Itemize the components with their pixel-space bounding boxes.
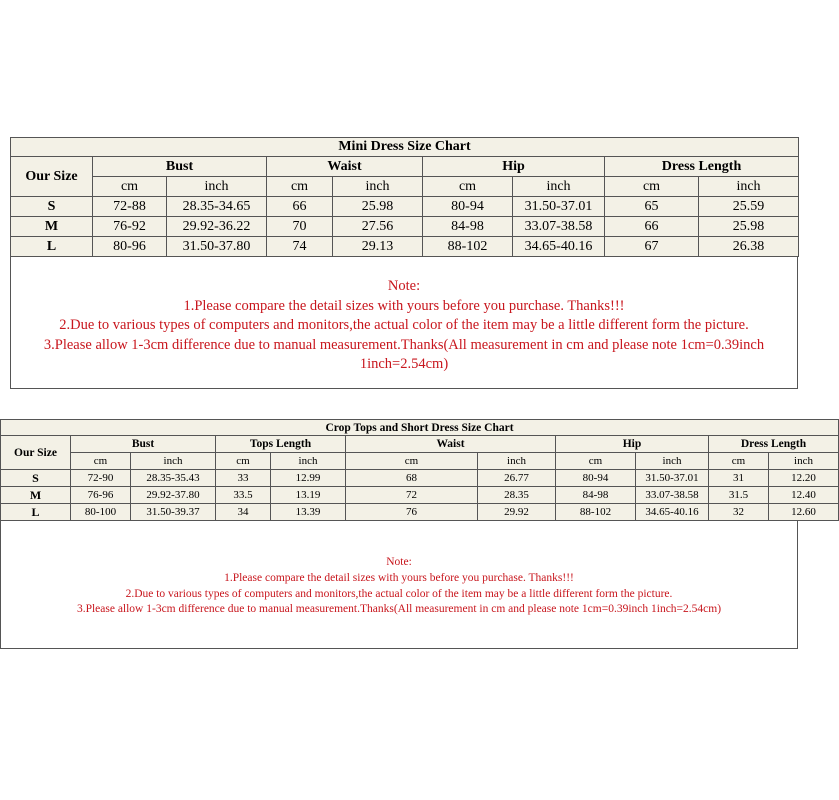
unit-cell: cm: [93, 177, 167, 197]
unit-cell: inch: [131, 453, 216, 470]
table-row: [1, 470, 839, 487]
note-line: 2.Due to various types of computers and monitors,the actual color of the item may be a little different form the picture.: [125, 587, 673, 600]
group-header-waist: Waist: [267, 157, 423, 177]
table-row: [1, 504, 839, 521]
unit-cell: cm: [556, 453, 636, 470]
note-line: 1.Please compare the detail sizes with yours before you purchase. Thanks!!!: [224, 571, 574, 584]
table-cell: 31.50-39.37: [131, 504, 216, 521]
note-heading: Note:: [387, 278, 421, 294]
table-cell: 13.39: [271, 504, 346, 521]
table-cell: 80-100: [71, 504, 131, 521]
table-row: [11, 197, 799, 217]
table-cell: 28.35-34.65: [167, 197, 267, 217]
table-cell: 66: [267, 197, 333, 217]
note-line: 3.Please allow 1-3cm difference due to manual measurement.Thanks(All measurement in cm and please note 1cm=0.39inch: [43, 336, 765, 353]
table-cell: 29.92-37.80: [131, 487, 216, 504]
note-line: 2.Due to various types of computers and monitors,the actual color of the item may be a little different form the picture.: [59, 317, 749, 333]
unit-cell: cm: [423, 177, 513, 197]
table-row: [1, 487, 839, 504]
our-size-header: Our Size: [11, 157, 93, 197]
table-cell: 25.98: [699, 217, 799, 237]
table-cell: 31.50-37.80: [167, 237, 267, 257]
table-cell: 33: [216, 470, 271, 487]
group-header-hip: Hip: [423, 157, 605, 177]
size-label: S: [11, 197, 93, 217]
table-cell: 84-98: [423, 217, 513, 237]
table-cell: 34.65-40.16: [513, 237, 605, 257]
table-cell: 25.98: [333, 197, 423, 217]
table-cell: 33.07-38.58: [513, 217, 605, 237]
unit-cell: cm: [71, 453, 131, 470]
group-header-bust: Bust: [71, 436, 216, 453]
table-cell: 74: [267, 237, 333, 257]
table-title: Crop Tops and Short Dress Size Chart: [1, 420, 839, 436]
size-label: M: [11, 217, 93, 237]
note-line: 1inch=2.54cm): [359, 356, 449, 372]
group-header-waist: Waist: [346, 436, 556, 453]
size-chart-notes: [0, 521, 798, 649]
table-cell: 29.92-36.22: [167, 217, 267, 237]
size-label: M: [1, 487, 71, 504]
unit-cell: inch: [271, 453, 346, 470]
unit-cell: inch: [513, 177, 605, 197]
table-cell: 29.13: [333, 237, 423, 257]
table-cell: 29.92: [478, 504, 556, 521]
unit-row: [1, 453, 839, 470]
size-label: L: [1, 504, 71, 521]
table-cell: 80-94: [556, 470, 636, 487]
unit-cell: inch: [699, 177, 799, 197]
crop-tops-short-dress-size-chart: [0, 419, 816, 649]
table-cell: 88-102: [423, 237, 513, 257]
table-cell: 31.50-37.01: [513, 197, 605, 217]
table-cell: 76: [346, 504, 478, 521]
table-cell: 31.50-37.01: [636, 470, 709, 487]
unit-cell: inch: [167, 177, 267, 197]
table-cell: 31: [709, 470, 769, 487]
unit-row: [11, 177, 799, 197]
note-line: 3.Please allow 1-3cm difference due to manual measurement.Thanks(All measurement in cm and please note 1cm=0.39inch 1inch=2.54cm): [76, 603, 722, 616]
table-cell: 34.65-40.16: [636, 504, 709, 521]
table-cell: 32: [709, 504, 769, 521]
table-cell: 76-96: [71, 487, 131, 504]
unit-cell: inch: [333, 177, 423, 197]
table-cell: 80-94: [423, 197, 513, 217]
group-header-bust: Bust: [93, 157, 267, 177]
table-cell: 25.59: [699, 197, 799, 217]
table-cell: 13.19: [271, 487, 346, 504]
unit-cell: inch: [636, 453, 709, 470]
note-heading: Note:: [386, 556, 412, 568]
unit-cell: inch: [769, 453, 839, 470]
table-cell: 66: [605, 217, 699, 237]
table-cell: 12.20: [769, 470, 839, 487]
crop-tops-size-table: [0, 419, 839, 521]
our-size-header: Our Size: [1, 436, 71, 470]
table-cell: 28.35-35.43: [131, 470, 216, 487]
note-line: 1.Please compare the detail sizes with yours before you purchase. Thanks!!!: [183, 297, 625, 314]
table-row: [11, 237, 799, 257]
table-cell: 72: [346, 487, 478, 504]
unit-cell: cm: [605, 177, 699, 197]
table-cell: 70: [267, 217, 333, 237]
unit-cell: cm: [709, 453, 769, 470]
table-cell: 80-96: [93, 237, 167, 257]
group-header-hip: Hip: [556, 436, 709, 453]
table-cell: 34: [216, 504, 271, 521]
group-header-dress-length: Dress Length: [605, 157, 799, 177]
table-cell: 65: [605, 197, 699, 217]
table-row: [11, 217, 799, 237]
table-cell: 88-102: [556, 504, 636, 521]
unit-cell: cm: [216, 453, 271, 470]
table-cell: 26.77: [478, 470, 556, 487]
unit-cell: cm: [346, 453, 478, 470]
table-cell: 68: [346, 470, 478, 487]
unit-cell: inch: [478, 453, 556, 470]
table-cell: 84-98: [556, 487, 636, 504]
table-title: Mini Dress Size Chart: [11, 138, 799, 157]
size-chart-notes: [10, 257, 798, 389]
table-cell: 12.40: [769, 487, 839, 504]
table-cell: 76-92: [93, 217, 167, 237]
table-cell: 72-88: [93, 197, 167, 217]
table-cell: 33.5: [216, 487, 271, 504]
group-header-tops-length: Tops Length: [216, 436, 346, 453]
table-cell: 12.60: [769, 504, 839, 521]
table-cell: 28.35: [478, 487, 556, 504]
unit-cell: cm: [267, 177, 333, 197]
group-header-dress-length: Dress Length: [709, 436, 839, 453]
table-cell: 12.99: [271, 470, 346, 487]
table-cell: 27.56: [333, 217, 423, 237]
table-cell: 33.07-38.58: [636, 487, 709, 504]
table-cell: 26.38: [699, 237, 799, 257]
mini-dress-size-table: [10, 137, 799, 257]
table-cell: 72-90: [71, 470, 131, 487]
table-cell: 67: [605, 237, 699, 257]
size-label: S: [1, 470, 71, 487]
size-label: L: [11, 237, 93, 257]
mini-dress-size-chart: [10, 137, 798, 389]
table-cell: 31.5: [709, 487, 769, 504]
